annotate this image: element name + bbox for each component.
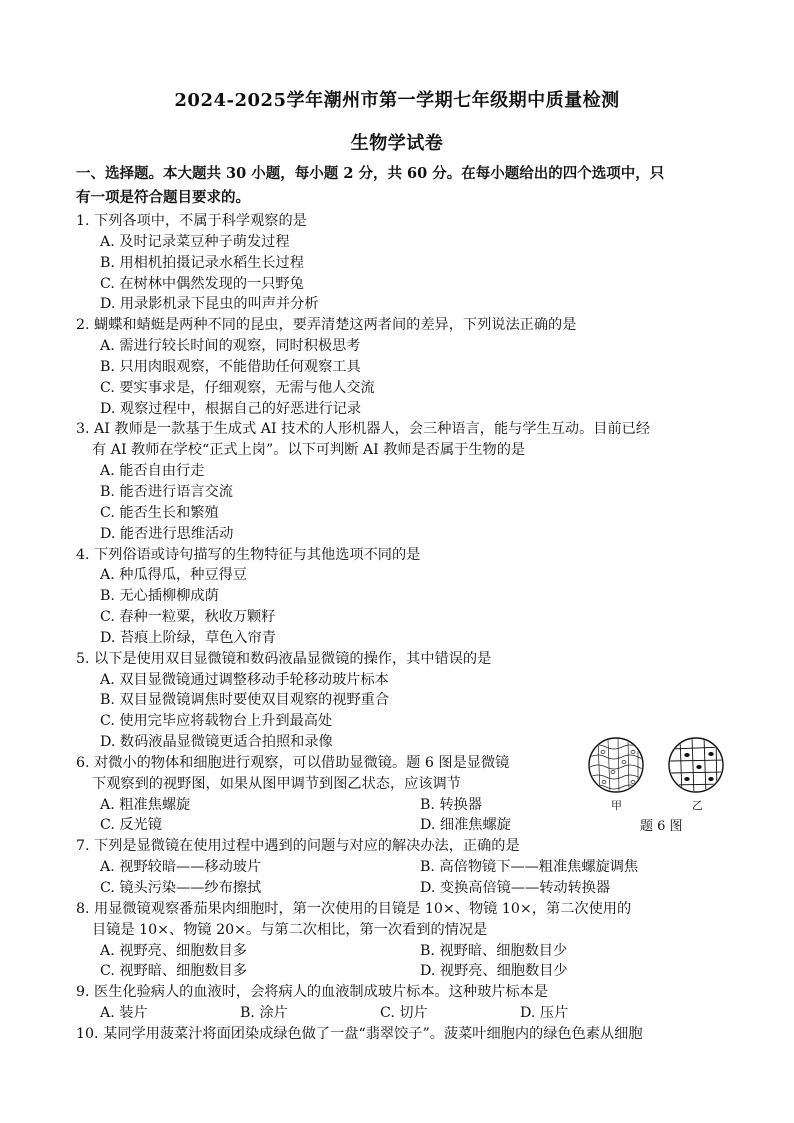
figure-caption: 题 6 图 (640, 819, 683, 834)
field-view-jia-icon (589, 738, 648, 793)
question-7-stem: 7. 下列是显微镜在使用过程中遇到的问题与对应的解决办法，正确的是 (76, 838, 520, 855)
question-4-option-c: C. 春种一粒粟，秋收万颗籽 (100, 609, 276, 626)
field-view-yi-icon (669, 737, 724, 795)
question-3-option-c: C. 能否生长和繁殖 (100, 504, 219, 521)
question-list (76, 211, 726, 1045)
question-9-option-a: A. 装片 (100, 1005, 148, 1022)
question-9-option-c: C. 切片 (380, 1005, 428, 1022)
exam-subtitle: 生物学试卷 (350, 133, 444, 154)
question-8-option-a: A. 视野亮、细胞数目多 (100, 942, 247, 959)
question-7-option-d: D. 变换高倍镜——转动转换器 (420, 880, 611, 896)
question-8-options-row-2 (76, 961, 726, 982)
question-5-option-c: C. 使用完毕应将载物台上升到最高处 (100, 713, 333, 730)
question-7-options-row-2 (76, 878, 726, 899)
question-6-stem: 6. 对微小的物体和细胞进行观察，可以借助显微镜。题 6 图是显微镜 (76, 754, 510, 771)
microscope-field-views (588, 735, 728, 813)
question-4-stem: 4. 下列俗语或诗句描写的生物特征与其他选项不同的是 (76, 546, 421, 563)
question-1-option-d: D. 用录影机录下昆虫的叫声并分析 (100, 296, 319, 313)
question-3-option-a: A. 能否自由行走 (100, 463, 205, 480)
question-5-stem: 5. 以下是使用双目显微镜和数码液晶显微镜的操作，其中错误的是 (76, 650, 492, 667)
question-1-option-a: A. 及时记录菜豆种子萌发过程 (100, 233, 290, 250)
question-6-options-row-2 (76, 815, 576, 836)
question-8-stem-cont: 目镜是 10×、物镜 20×。与第二次相比，第一次看到的情况是 (92, 921, 488, 938)
section-heading (76, 162, 726, 210)
question-8-option-d: D. 视野亮、细胞数目少 (420, 963, 568, 980)
section-line-2: 有一项是符合题目要求的。 (76, 189, 250, 206)
question-4-option-b: B. 无心插柳柳成荫 (100, 588, 219, 605)
question-1-stem: 1. 下列各项中，不属于科学观察的是 (76, 213, 307, 229)
question-9-options-row (76, 1003, 726, 1024)
question-2-option-d: D. 观察过程中，根据自己的好恶进行记录 (100, 400, 362, 417)
question-7-option-b: B. 高倍物镜下——粗准焦螺旋调焦 (420, 859, 639, 876)
question-6-figure (588, 735, 728, 835)
question-2-option-c: C. 要实事求是，仔细观察，无需与他人交流 (100, 379, 375, 396)
question-4-option-d: D. 苔痕上阶绿，草色入帘青 (100, 629, 276, 646)
question-1-option-c: C. 在树林中偶然发现的一只野兔 (100, 275, 304, 292)
question-2-option-b: B. 只用肉眼观察，不能借助任何观察工具 (100, 358, 361, 375)
question-6-option-a: A. 粗准焦螺旋 (100, 796, 191, 813)
question-7-option-a: A. 视野较暗——移动玻片 (100, 859, 262, 876)
question-3-option-d: D. 能否进行思维活动 (100, 525, 234, 542)
question-7-option-c: C. 镜头污染——纱布擦拭 (100, 880, 262, 896)
question-5-option-a: A. 双目显微镜通过调整移动手轮移动玻片标本 (100, 671, 389, 688)
exam-title: 2024-2025学年潮州市第一学期七年级期中质量检测 (174, 90, 620, 111)
question-3-option-b: B. 能否进行语言交流 (100, 483, 233, 500)
figure-label-yi: 乙 (692, 799, 703, 812)
question-1-option-b: B. 用相机拍摄记录水稻生长过程 (100, 254, 304, 271)
question-9-stem: 9. 医生化验病人的血液时，会将病人的血液制成玻片标本。这种玻片标本是 (76, 984, 549, 1001)
question-2-option-a: A. 需进行较长时间的观察，同时积极思考 (100, 338, 361, 355)
figure-label-jia: 甲 (611, 799, 622, 812)
question-9-option-d: D. 压片 (520, 1005, 569, 1022)
question-6-option-b: B. 转换器 (420, 796, 483, 813)
question-8-option-c: C. 视野暗、细胞数目多 (100, 963, 248, 980)
question-8-option-b: B. 视野暗、细胞数目少 (420, 942, 568, 959)
question-8-options-row-1 (76, 941, 726, 962)
question-5-option-d: D. 数码液晶显微镜更适合拍照和录像 (100, 734, 333, 751)
question-6-option-c: C. 反光镜 (100, 817, 162, 834)
question-4-option-a: A. 种瓜得瓜，种豆得豆 (100, 567, 247, 584)
question-5-option-b: B. 双目显微镜调焦时要使双目观察的视野重合 (100, 692, 390, 709)
section-line-1: 一、选择题。本大题共 30 小题，每小题 2 分，共 60 分。在每小题给出的四个选项中，只 (76, 165, 665, 182)
question-7-options-row-1 (76, 857, 726, 878)
question-3-stem: 3. AI 教师是一款基于生成式 AI 技术的人形机器人，会三种语言，能与学生互动。目前已经 (76, 421, 651, 438)
question-8-stem: 8. 用显微镜观察番茄果肉细胞时，第一次使用的目镜是 10×、物镜 10×，第二次使用的 (76, 900, 632, 917)
question-6-stem-cont: 下观察到的视野图，如果从图甲调节到图乙状态，应该调节 (92, 775, 461, 792)
question-2-stem: 2. 蝴蝶和蜻蜓是两种不同的昆虫，要弄清楚这两者间的差异，下列说法正确的是 (76, 317, 577, 334)
question-6-options-row-1 (76, 795, 576, 816)
question-3-stem-cont: 有 AI 教师在学校“正式上岗”。以下可判断 AI 教师是否属于生物的是 (92, 442, 526, 459)
question-9-option-b: B. 涂片 (240, 1005, 288, 1022)
question-6-option-d: D. 细准焦螺旋 (420, 817, 511, 834)
question-10-stem: 10. 某同学用菠菜汁将面团染成绿色做了一盘“翡翠饺子”。菠菜叶细胞内的绿色色素从细胞 (76, 1025, 643, 1042)
